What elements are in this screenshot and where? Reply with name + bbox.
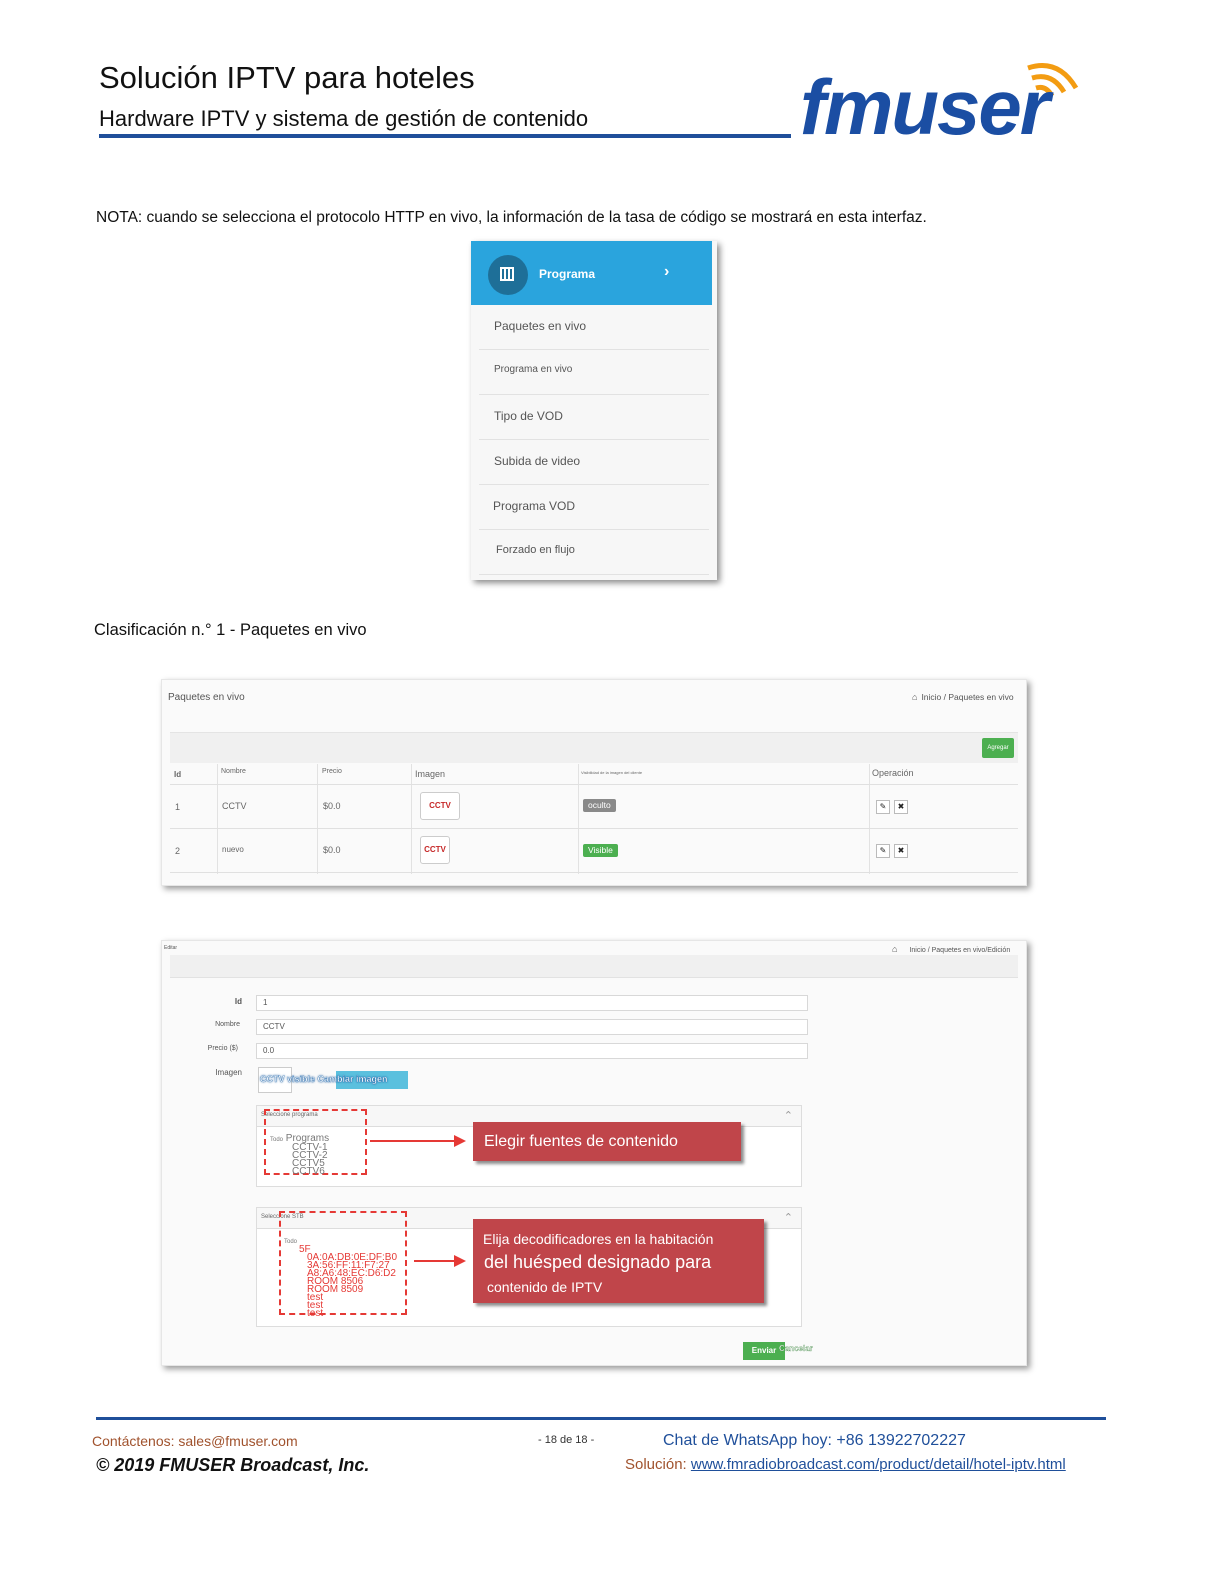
home-icon: ⌂ (912, 692, 918, 702)
home-icon: ⌂ (892, 944, 898, 954)
tree-item[interactable]: CCTV5 (292, 1158, 325, 1169)
chevron-up-icon: ⌃ (783, 1212, 793, 1224)
menu-item-label: Forzado en flujo (496, 544, 575, 556)
edit-package-panel (161, 940, 1027, 1366)
column-header-id: Id (174, 770, 182, 779)
package-thumbnail: CCTV (420, 792, 460, 820)
arrow-right-icon (454, 1135, 466, 1147)
solution-line (625, 1456, 1066, 1473)
pencil-icon[interactable]: ✎ (876, 844, 890, 858)
row-id: 2 (175, 846, 181, 856)
tree-root-small: Todo (284, 1239, 298, 1245)
menu-item-label: Subida de video (494, 454, 581, 468)
breadcrumb-text: Inicio / Paquetes en vivo/Edición (909, 947, 1011, 954)
package-thumbnail: CCTV (420, 836, 450, 864)
row-name: CCTV (222, 801, 247, 811)
footer-rule (96, 1417, 1106, 1420)
tree-item[interactable]: CCTV-1 (292, 1142, 328, 1153)
table-header-row (170, 764, 1018, 785)
column-header-name: Nombre (221, 768, 246, 775)
note-text: NOTA: cuando se selecciona el protocolo HTTP en vivo, la información de la tasa de código se mostrará en esta interfaz. (96, 209, 927, 226)
tree-item[interactable]: test (307, 1292, 324, 1303)
tree-root: 5F (299, 1244, 311, 1255)
tree-item[interactable]: A8:A6:48:EC:D6:D2 (307, 1268, 396, 1279)
close-icon[interactable]: ✖ (894, 800, 908, 814)
menu-item-label: Tipo de VOD (494, 409, 563, 423)
tree-item[interactable]: ROOM 8506 (307, 1276, 364, 1287)
name-field[interactable]: CCTV (256, 1019, 808, 1035)
toolbar (170, 955, 1018, 978)
arrow-right-icon (454, 1255, 466, 1267)
breadcrumb (892, 944, 1010, 954)
table-row (170, 784, 1018, 829)
pencil-icon[interactable]: ✎ (876, 800, 890, 814)
document-title: Solución IPTV para hoteles (99, 60, 475, 95)
film-icon (488, 255, 528, 295)
whatsapp-text: Chat de WhatsApp hoy: +86 13922702227 (663, 1432, 966, 1449)
add-button[interactable]: Agregar (982, 738, 1014, 758)
stb-tree[interactable] (274, 1237, 397, 1318)
column-header-image: Imagen (415, 769, 446, 779)
page-number: - 18 de 18 - (538, 1434, 595, 1446)
menu-item-programa-en-vivo[interactable] (479, 350, 709, 395)
menu-item-tipo-de-vod[interactable] (479, 395, 709, 440)
visibility-badge: Visible (583, 844, 618, 857)
row-id: 1 (175, 802, 181, 812)
document-subtitle: Hardware IPTV y sistema de gestión de contenido (99, 106, 589, 131)
field-label-id: Id (234, 997, 242, 1006)
contact-text: Contáctenos: sales@fmuser.com (92, 1433, 298, 1449)
copyright-text: © 2019 FMUSER Broadcast, Inc. (96, 1455, 370, 1475)
field-label-price: Precio ($) (207, 1045, 238, 1052)
column-header-price: Precio (322, 768, 342, 775)
submit-button[interactable]: Enviar (743, 1342, 785, 1360)
panel-title: Editar (164, 945, 178, 951)
field-label-name: Nombre (215, 1021, 240, 1028)
row-name: nuevo (222, 845, 244, 854)
menu-item-programa-vod[interactable] (479, 485, 709, 530)
program-menu (471, 241, 717, 580)
visibility-badge: oculto (583, 799, 616, 812)
callout-text-line3: contenido de IPTV (487, 1279, 603, 1295)
fmuser-logo (800, 58, 1100, 151)
tree-root: Programs (285, 1133, 330, 1144)
price-field[interactable]: 0.0 (256, 1043, 808, 1059)
solution-link[interactable]: www.fmradiobroadcast.com/product/detail/hotel-iptv.html (690, 1456, 1066, 1473)
tree-item[interactable]: 0A:0A:DB:0E:DF:B0 (307, 1252, 398, 1263)
menu-item-label: Paquetes en vivo (494, 319, 587, 333)
callout-content-sources (473, 1122, 741, 1161)
solution-label: Solución: (625, 1456, 691, 1473)
menu-item-label: Programa VOD (493, 499, 576, 513)
stb-select-title: Seleccione STB (261, 1214, 304, 1220)
menu-item-label: Programa en vivo (494, 364, 573, 375)
menu-header-label: Programa (539, 267, 596, 281)
column-header-operation: Operación (872, 768, 914, 778)
menu-item-subida-de-video[interactable] (479, 440, 709, 485)
tree-item[interactable]: 3A:56:FF:11:F7:27 (307, 1260, 390, 1271)
menu-header-programa[interactable] (471, 241, 712, 305)
live-packages-panel (161, 679, 1027, 886)
menu-item-paquetes-en-vivo[interactable] (479, 305, 709, 350)
tree-item[interactable]: CCTV6 (292, 1166, 325, 1177)
program-select-title: Seleccione programa (261, 1112, 318, 1118)
tree-item[interactable]: test (307, 1300, 324, 1311)
breadcrumb-text: Inicio / Paquetes en vivo (921, 692, 1014, 702)
close-icon[interactable]: ✖ (894, 844, 908, 858)
callout-text-line1: Elija decodificadores en la habitación (483, 1231, 714, 1247)
header-rule (99, 134, 791, 138)
panel-title: Paquetes en vivo (168, 692, 245, 703)
field-label-image: Imagen (215, 1068, 242, 1077)
row-price: $0.0 (323, 845, 341, 855)
id-field[interactable]: 1 (256, 995, 808, 1011)
tree-item[interactable]: ROOM 8509 (307, 1284, 364, 1295)
callout-text-line2: del huésped designado para (484, 1252, 712, 1272)
tree-item[interactable]: test (307, 1308, 324, 1319)
chevron-up-icon: ⌃ (783, 1110, 793, 1122)
program-tree[interactable] (270, 1135, 329, 1176)
tree-item[interactable]: CCTV-2 (292, 1150, 328, 1161)
toolbar (170, 732, 1018, 763)
arrow-line (370, 1140, 460, 1142)
menu-item-forzado-en-flujo[interactable] (479, 530, 709, 575)
row-price: $0.0 (323, 801, 341, 811)
table-row (170, 828, 1018, 873)
column-header-visibility: Visibilidad de la imagen del cliente (581, 770, 643, 775)
breadcrumb (912, 692, 1014, 702)
callout-stb-selection (473, 1219, 764, 1303)
tree-root-small: Todo (270, 1137, 284, 1143)
image-overlay-text: CCTV visible Cambiar imagen (260, 1074, 388, 1084)
callout-text: Elegir fuentes de contenido (484, 1133, 678, 1150)
chevron-right-icon: › (664, 263, 670, 280)
logo-text: fmuser (800, 63, 1049, 151)
section-title: Clasificación n.° 1 - Paquetes en vivo (94, 621, 367, 639)
cancel-button[interactable]: Cancelar (779, 1344, 813, 1353)
